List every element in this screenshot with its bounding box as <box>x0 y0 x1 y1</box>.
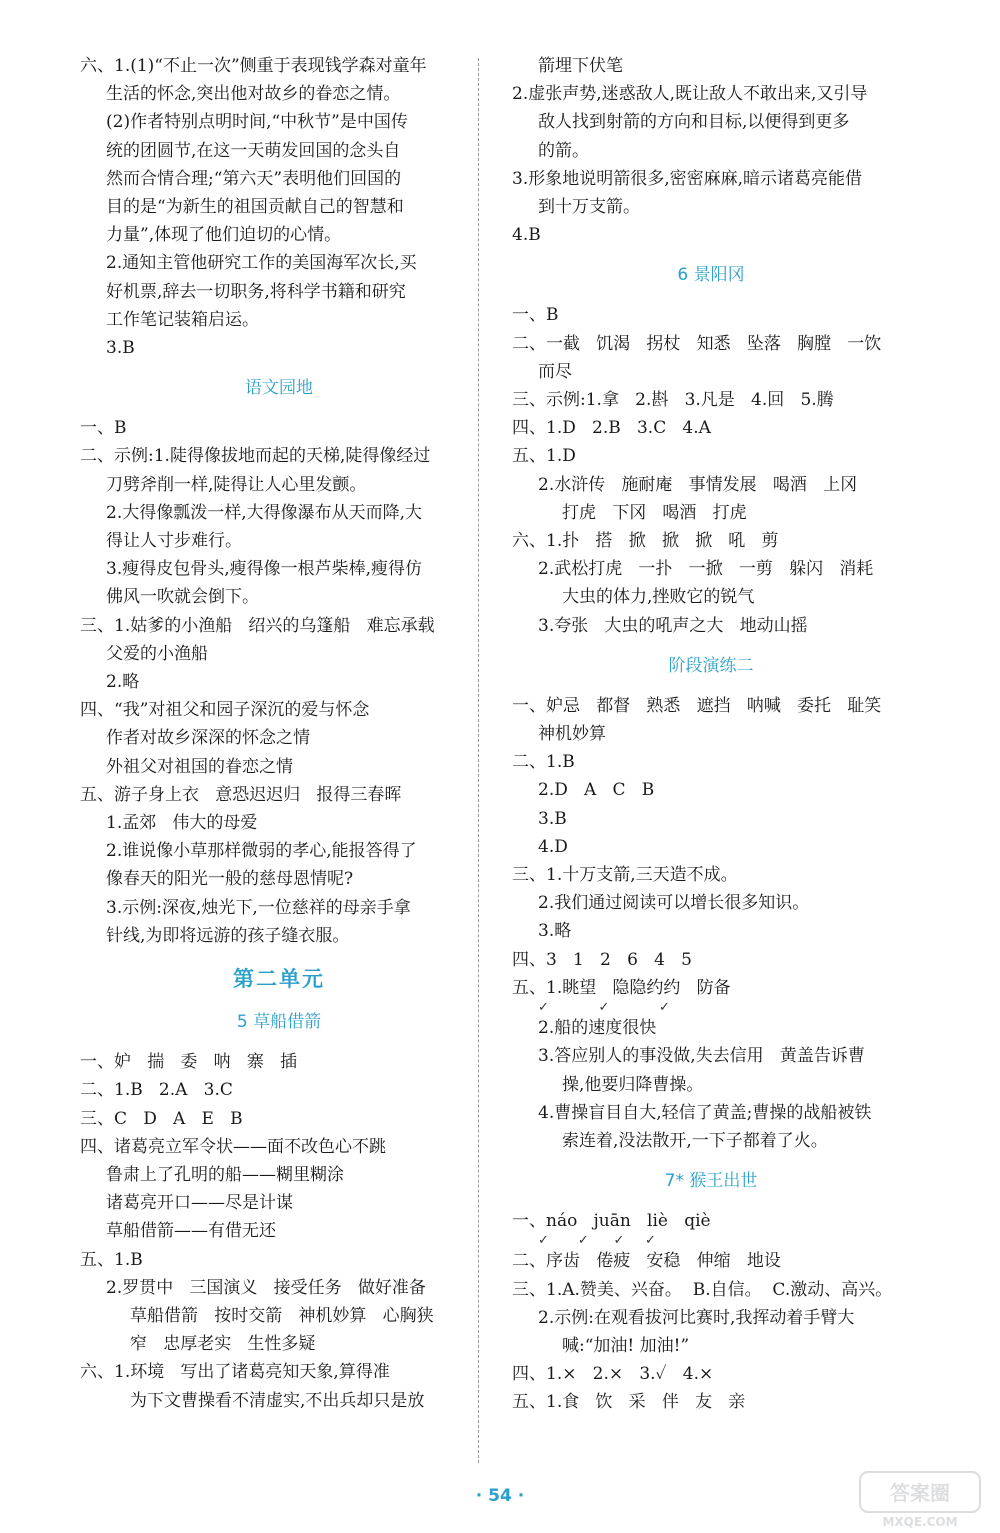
answer-line: 2.示例:在观看拔河比赛时,我挥动着手臂大 <box>538 1307 855 1328</box>
answer-line: 四、“我”对祖父和园子深沉的爱与怀念 <box>80 700 370 721</box>
answer-line: 作者对故乡深深的怀念之情 <box>106 728 310 749</box>
answer-line: 力量”,体现了他们迫切的心情。 <box>106 225 342 246</box>
answer-line: 三、1.十万支箭,三天造不成。 <box>512 865 738 886</box>
answer-line: 3.略 <box>538 921 572 942</box>
answer-line: 3.示例:深夜,烛光下,一位慈祥的母亲手拿 <box>106 897 411 918</box>
answer-line: 五、1.B <box>80 1249 143 1270</box>
right-column <box>512 52 910 1417</box>
answer-line: 六、1.扑 搭 掀 掀 掀 吼 剪 <box>512 531 779 552</box>
answer-line: 大虫的体力,挫败它的锐气 <box>562 587 755 608</box>
watermark-logo <box>858 1468 982 1530</box>
answer-line: 像春天的阳光一般的慈母恩情呢? <box>106 869 354 890</box>
answer-line: 喊:“加油! 加油!” <box>562 1335 690 1356</box>
answer-line: 2.武松打虎 一扑 一掀 一剪 躲闪 消耗 <box>538 559 874 580</box>
answer-line: 敌人找到射箭的方向和目标,以便得到更多 <box>538 112 850 133</box>
answer-line: 四、3 1 2 6 4 5 <box>512 949 692 970</box>
answer-line: 父爱的小渔船 <box>106 643 208 664</box>
answer-line: 箭埋下伏笔 <box>538 56 623 76</box>
answer-line: 索连着,没法散开,一下子都着了火。 <box>562 1130 828 1151</box>
answer-line: 二、1.B 2.A 3.C <box>80 1080 233 1101</box>
answer-line: 三、C D A E B <box>80 1108 243 1129</box>
answer-line: 二、1.B <box>512 752 575 773</box>
answer-line: 六、1.(1)“不止一次”侧重于表现钱学森对童年 <box>80 56 427 76</box>
answer-line: 三、1.姑爹的小渔船 绍兴的乌篷船 难忘承载 <box>80 615 435 636</box>
answer-line: 二、序齿 倦疲 安稳 伸缩 地设 <box>512 1251 781 1272</box>
answer-line: 得让人寸步难行。 <box>106 531 242 552</box>
column-divider <box>478 58 479 1463</box>
answer-line: 2.船的速度很快 <box>538 1018 657 1039</box>
answer-line: 到十万支箭。 <box>538 197 640 218</box>
answer-line: 一、B <box>512 305 559 326</box>
answer-line: 然而合情合理;“第六天”表明他们回国的 <box>106 168 402 189</box>
answer-line: 工作笔记装箱启运。 <box>106 309 259 330</box>
answer-line: 2.罗贯中 三国演义 接受任务 做好准备 <box>106 1277 426 1298</box>
answer-line: 2.虚张声势,迷惑敌人,既让敌人不敢出来,又引导 <box>512 84 868 105</box>
answer-line: 的箭。 <box>538 140 589 161</box>
answer-line: 针线,为即将远游的孩子缝衣服。 <box>106 925 350 946</box>
left-column <box>80 52 478 1415</box>
answer-line: 五、游子身上衣 意恐迟迟归 报得三春晖 <box>80 784 402 805</box>
section-title-lesson-7: 7* 猴王出世 <box>664 1171 758 1192</box>
answer-line: 一、妒忌 都督 熟悉 遮挡 呐喊 委托 耻笑 <box>512 695 882 716</box>
answer-line: 3.形象地说明箭很多,密密麻麻,暗示诸葛亮能借 <box>512 168 863 189</box>
answer-line: 3.B <box>106 338 135 359</box>
answer-line: 3.答应别人的事没做,失去信用 黄盖告诉曹 <box>538 1046 865 1067</box>
answer-line: 草船借箭——有借无还 <box>106 1221 276 1242</box>
answer-line: 五、1.D <box>512 446 576 467</box>
answer-line: 五、1.食 饮 采 伴 友 亲 <box>512 1392 746 1413</box>
section-title-lesson-5: 5 草船借箭 <box>236 1012 322 1033</box>
answer-line: 4.D <box>538 836 568 857</box>
answer-line: 4.B <box>512 225 541 246</box>
answer-line: 目的是“为新生的祖国贡献自己的智慧和 <box>106 197 404 218</box>
answer-line: 二、一截 饥渴 拐杖 知悉 坠落 胸膛 一饮 <box>512 333 882 354</box>
answer-line: 而尽 <box>538 361 572 382</box>
answer-line: 六、1.环境 写出了诸葛亮知天象,算得准 <box>80 1362 390 1383</box>
answer-line: 一、妒 揣 委 呐 寨 插 <box>80 1052 298 1073</box>
answer-line: 统的团圆节,在这一天萌发回国的念头自 <box>106 140 401 161</box>
answer-line: 为下文曹操看不清虚实,不出兵却只是放 <box>130 1390 425 1411</box>
answer-line: 鲁肃上了孔明的船——糊里糊涂 <box>106 1164 344 1185</box>
answer-line: 四、诸葛亮立军令状——面不改色心不跳 <box>80 1136 386 1157</box>
answer-line: 4.曹操盲目自大,轻信了黄盖;曹操的战船被铁 <box>538 1102 872 1123</box>
section-title-lesson-6: 6 景阳冈 <box>677 265 745 286</box>
answer-line: 2.通知主管他研究工作的美国海军次长,买 <box>106 253 417 274</box>
answer-line: 3.瘦得皮包骨头,瘦得像一根芦柴棒,瘦得仿 <box>106 559 423 580</box>
answer-line: 四、1.× 2.× 3.✓ 4.× <box>512 1364 714 1385</box>
answer-line: 操,他要归降曹操。 <box>562 1074 704 1095</box>
answer-line: 2.我们通过阅读可以增长很多知识。 <box>538 893 810 914</box>
answer-line: 草船借箭 按时交箭 神机妙算 心胸狭 <box>130 1305 434 1326</box>
unit-title: 第二单元 <box>233 966 325 992</box>
answer-line: 打虎 下冈 喝酒 打虎 <box>562 502 747 523</box>
tick-marks: ✓ ✓ ✓ <box>538 1000 670 1016</box>
section-title-stage-2: 阶段演练二 <box>668 655 754 676</box>
answer-line: 1.孟郊 伟大的母爱 <box>106 813 258 834</box>
answer-line: 3.B <box>538 808 567 829</box>
answer-line: 三、示例:1.拿 2.斟 3.凡是 4.回 5.腾 <box>512 390 834 411</box>
answer-line: 2.水浒传 施耐庵 事情发展 喝酒 上冈 <box>538 474 858 495</box>
tick-marks: ✓ ✓ ✓ ✓ <box>538 1233 656 1249</box>
svg-text:MXQE.COM: MXQE.COM <box>882 1515 958 1529</box>
answer-line: 好机票,辞去一切职务,将科学书籍和研究 <box>106 281 406 302</box>
answer-line: 五、1.眺望 隐隐约约 防备 <box>512 977 731 998</box>
answer-line: 刀劈斧削一样,陡得让人心里发颤。 <box>106 474 367 495</box>
answer-line: 2.大得像瓢泼一样,大得像瀑布从天而降,大 <box>106 502 423 523</box>
page-number: · 54 · <box>475 1486 525 1506</box>
answer-line: 诸葛亮开口——尽是计谋 <box>106 1193 293 1214</box>
answer-line: 2.谁说像小草那样微弱的孝心,能报答得了 <box>106 841 417 862</box>
answer-line: 一、náo juān liè qiè <box>512 1211 711 1232</box>
answer-line: 窄 忠厚老实 生性多疑 <box>130 1334 316 1355</box>
answer-line: 二、示例:1.陡得像拔地而起的天梯,陡得像经过 <box>80 446 431 467</box>
answer-line: 2.略 <box>106 672 140 693</box>
answer-line: 三、1.A.赞美、兴奋。 B.自信。 C.激动、高兴。 <box>512 1279 893 1300</box>
answer-line: 一、B <box>80 418 127 439</box>
svg-text:答案圈: 答案圈 <box>890 1481 950 1505</box>
answer-line: (2)作者特别点明时间,“中秋节”是中国传 <box>106 112 408 133</box>
answer-line: 佛风一吹就会倒下。 <box>106 587 259 608</box>
answer-line: 神机妙算 <box>538 724 606 745</box>
answer-line: 3.夸张 大虫的吼声之大 地动山摇 <box>538 615 808 636</box>
answer-line: 四、1.D 2.B 3.C 4.A <box>512 418 711 439</box>
answer-line: 外祖父对祖国的眷恋之情 <box>106 756 293 777</box>
section-title-yuwen-yuandi: 语文园地 <box>245 378 313 399</box>
answer-line: 生活的怀念,突出他对故乡的眷恋之情。 <box>106 84 401 105</box>
answer-line: 2.D A C B <box>538 780 655 801</box>
